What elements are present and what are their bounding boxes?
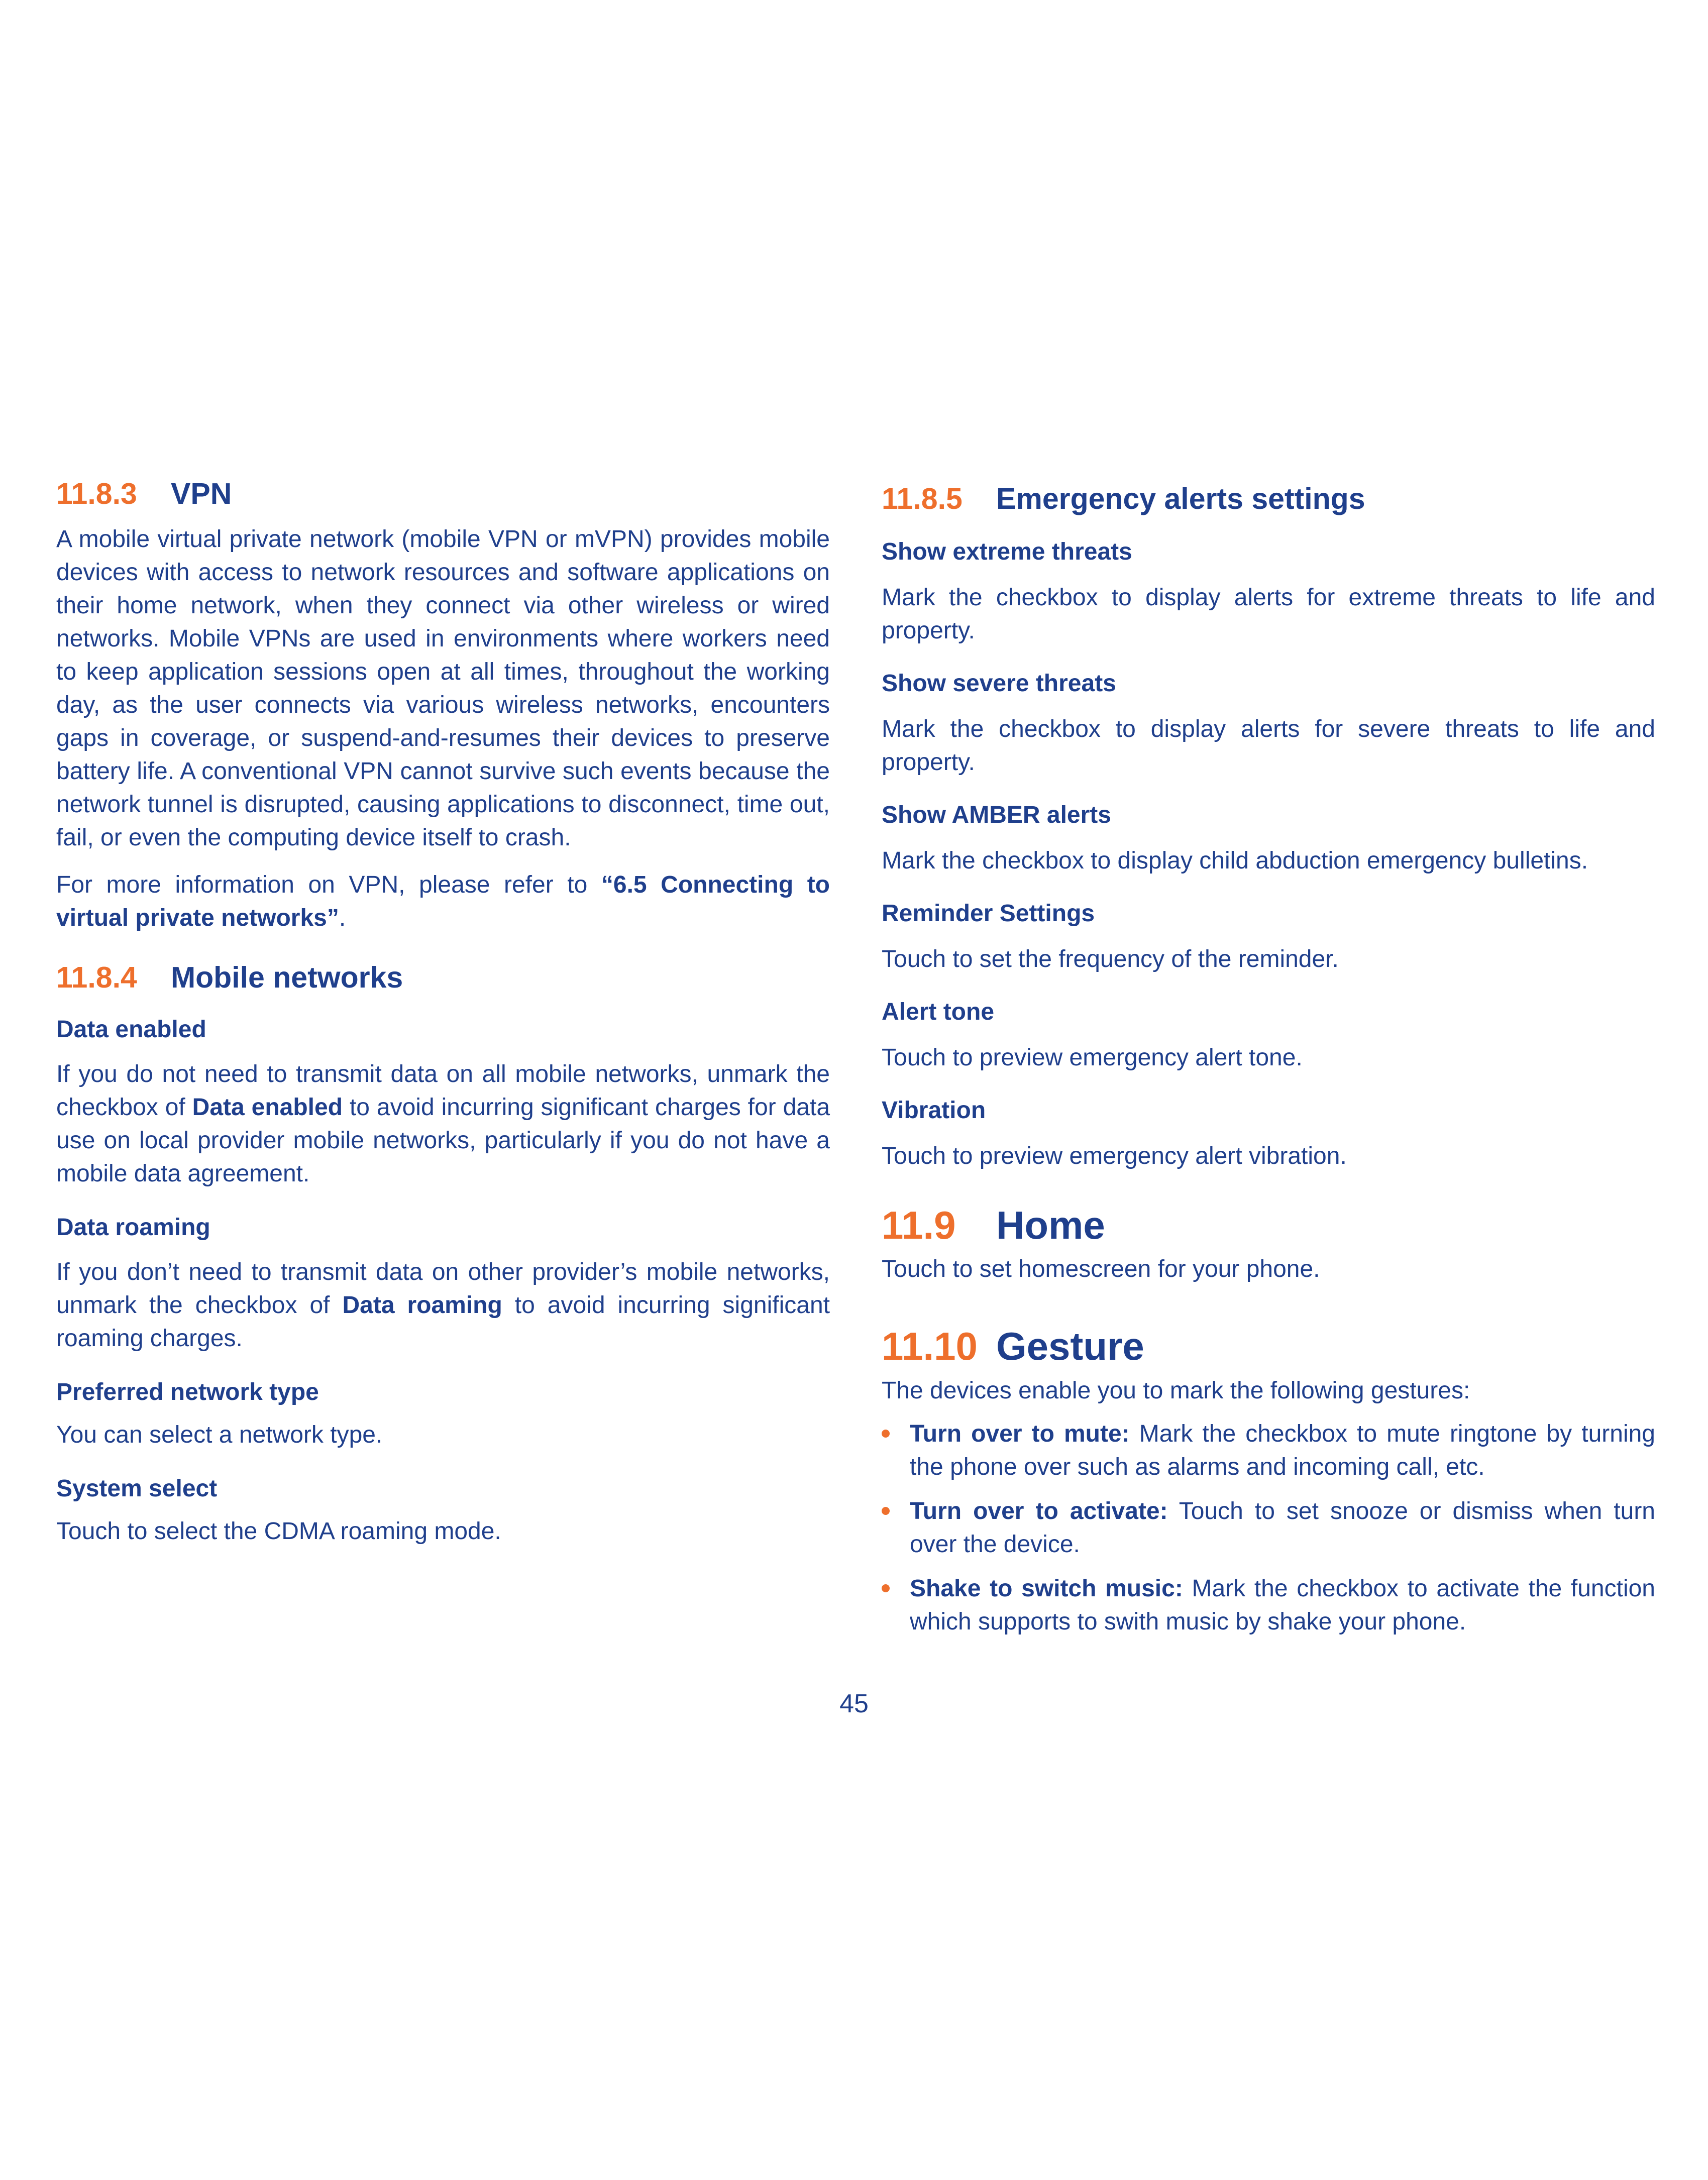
emergency-item-label: Show AMBER alerts xyxy=(882,801,1111,828)
section-heading-emergency xyxy=(882,481,1655,517)
text-part: If you don’t need to transmit data on other provider’s mobile networks, unmark the checkbox of xyxy=(56,1258,830,1319)
emergency-item-text: Touch to preview emergency alert vibration. xyxy=(882,1142,1347,1169)
vpn-reference-link[interactable]: “6.5 Connecting to virtual private networks” xyxy=(56,871,830,931)
gesture-name: Shake to switch music: xyxy=(910,1575,1183,1602)
system-select-label: System select xyxy=(56,1475,218,1502)
gesture-description: Mark the checkbox to mute ringtone by turning the phone over such as alarms and incoming call, etc. xyxy=(910,1421,1655,1481)
section-number: 11.9 xyxy=(882,1203,956,1247)
gesture-description: Touch to set snooze or dismiss when turn over the device. xyxy=(910,1498,1655,1558)
vpn-reference xyxy=(56,868,830,935)
home-text: Touch to set homescreen for your phone. xyxy=(882,1256,1320,1283)
vpn-reference-suffix: . xyxy=(339,904,346,931)
gesture-list xyxy=(882,1418,1655,1639)
emergency-item-label: Alert tone xyxy=(882,998,995,1025)
section-title: VPN xyxy=(171,477,232,510)
vpn-paragraph: A mobile virtual private network (mobile VPN or mVPN) provides mobile devices with access to network resources and software applications on their home network, when they connect via other wireless or wired networks. Mobile VPNs are used in environments where workers need to keep application sessions open at all times, throughout the working day, as the user connects via various wireless networks, encounters gaps in coverage, or suspend-and-resumes their devices to preserve battery life. A conventional VPN cannot survive such events because the network tunnel is disrupted, causing applications to disconnect, time out, fail, or even the computing device itself to crash. xyxy=(56,525,830,851)
gesture-intro: The devices enable you to mark the following gestures: xyxy=(882,1377,1470,1404)
system-select-text: Touch to select the CDMA roaming mode. xyxy=(56,1517,501,1545)
data-roaming-label: Data roaming xyxy=(56,1214,210,1241)
emergency-item-text: Mark the checkbox to display alerts for extreme threats to life and property. xyxy=(882,584,1655,644)
text-part: to avoid incurring significant roaming charges. xyxy=(56,1291,830,1352)
section-title: Gesture xyxy=(996,1324,1144,1369)
list-item xyxy=(882,1418,1655,1484)
text-part: to avoid incurring significant charges for data use on local provider mobile networks, particularly if you do not have a mobile data agreement. xyxy=(56,1094,830,1187)
gesture-name: Turn over to activate: xyxy=(910,1498,1168,1525)
bullet-icon xyxy=(882,1584,890,1592)
section-heading-home xyxy=(882,1203,1655,1248)
section-title: Home xyxy=(996,1203,1105,1247)
bold-term: Data roaming xyxy=(342,1291,502,1319)
page-number: 45 xyxy=(839,1689,869,1718)
list-item xyxy=(882,1495,1655,1561)
gesture-description: Mark the checkbox to activate the function which supports to swith music by shake your phone. xyxy=(910,1575,1655,1636)
emergency-item-text: Mark the checkbox to display alerts for severe threats to life and property. xyxy=(882,715,1655,776)
gesture-name: Turn over to mute: xyxy=(910,1421,1130,1448)
text-part: If you do not need to transmit data on all mobile networks, unmark the checkbox of xyxy=(56,1060,830,1121)
section-title: Mobile networks xyxy=(171,960,403,994)
data-roaming-text xyxy=(56,1256,830,1355)
emergency-item-label: Show extreme threats xyxy=(882,538,1132,565)
emergency-item-text: Touch to preview emergency alert tone. xyxy=(882,1044,1303,1071)
preferred-network-label: Preferred network type xyxy=(56,1378,319,1405)
emergency-item-text: Touch to set the frequency of the reminder. xyxy=(882,945,1339,972)
bullet-icon xyxy=(882,1507,890,1515)
section-heading-vpn xyxy=(56,476,830,512)
section-heading-mobile-networks xyxy=(56,960,830,996)
emergency-item-label: Reminder Settings xyxy=(882,900,1095,927)
right-column xyxy=(882,472,1655,1639)
left-column xyxy=(56,472,830,1548)
vpn-reference-prefix: For more information on VPN, please refer to xyxy=(56,871,601,898)
emergency-item-label: Show severe threats xyxy=(882,670,1116,697)
section-number: 11.8.4 xyxy=(56,960,137,994)
section-number: 11.8.5 xyxy=(882,482,963,515)
bullet-icon xyxy=(882,1430,890,1438)
section-number: 11.10 xyxy=(882,1324,978,1369)
section-number: 11.8.3 xyxy=(56,477,137,510)
section-title: Emergency alerts settings xyxy=(996,482,1365,515)
data-enabled-label: Data enabled xyxy=(56,1016,206,1043)
emergency-item-label: Vibration xyxy=(882,1097,986,1124)
emergency-item-text: Mark the checkbox to display child abduction emergency bulletins. xyxy=(882,847,1588,874)
list-item xyxy=(882,1572,1655,1639)
bold-term: Data enabled xyxy=(192,1094,343,1121)
data-enabled-text xyxy=(56,1058,830,1190)
section-heading-gesture xyxy=(882,1324,1655,1369)
preferred-network-text: You can select a network type. xyxy=(56,1421,383,1448)
